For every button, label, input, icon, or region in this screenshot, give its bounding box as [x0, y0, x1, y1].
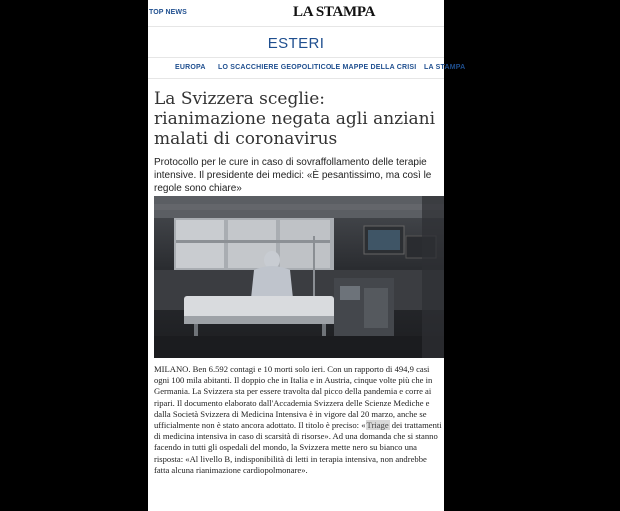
article-headline: La Svizzera sceglie: rianimazione negata agli anziani malati di coronavirus [154, 89, 436, 149]
article-body-text: MILANO. Ben 6.592 contagi e 10 morti solo ieri. Con un rapporto di 494,9 casi ogni 100 mila abitanti. Il doppio che in Italia e in Austria, cinque volte più che in Germania. La Svizzera sta per essere travolta dal picco della pandemia e corre ai ripari. Il documento elaborato dall'Accademia Svizzera delle Scienze Mediche e dalla Società Svizzera di Medicina Intensiva è in vigore dal 20 marzo, anche se ufficialmente non è stato ancora adottato. Il titolo è preciso: « [154, 364, 433, 431]
top-bar [148, 0, 444, 26]
article-page [148, 0, 466, 511]
nav-item-europa[interactable]: EUROPA [175, 64, 206, 71]
hospital-intensive-care-photo [154, 196, 444, 358]
la-stampa-logo[interactable]: LA STAMPA [293, 4, 376, 20]
nav-item-more[interactable]: LA STAMPA [424, 64, 466, 71]
article-subtitle: Protocollo per le cure in caso di sovraffollamento delle terapie intensive. Il presidente dei medici: «È pesantissimo, ma così le regole sono chiare» [154, 157, 432, 194]
top-news-link[interactable]: TOP NEWS [149, 9, 187, 16]
section-title[interactable]: ESTERI [267, 35, 325, 52]
divider [148, 78, 444, 79]
photo-illustration [154, 196, 444, 358]
article-body [154, 364, 442, 476]
nav-item-scacchiere[interactable]: LO SCACCHIERE GEOPOLITICO [218, 64, 332, 71]
highlighted-word: Triage [366, 420, 389, 431]
article-body-text-cont: dei trattamenti di medicina intensiva in caso di scarsità di risorse». Ad una domanda che si stanno facendo in tutti gli ospedali del mondo, la Svizzera mette nero su bianco una risposta: «Al livello B, indisponibilità di letti in terapia intensiva, non andrebbe fatta alcuna rianimazione cardiopolmonare». [154, 420, 442, 475]
section-nav [148, 58, 466, 78]
divider [148, 26, 444, 27]
nav-item-mappe[interactable]: LE MAPPE DELLA CRISI [331, 64, 417, 71]
